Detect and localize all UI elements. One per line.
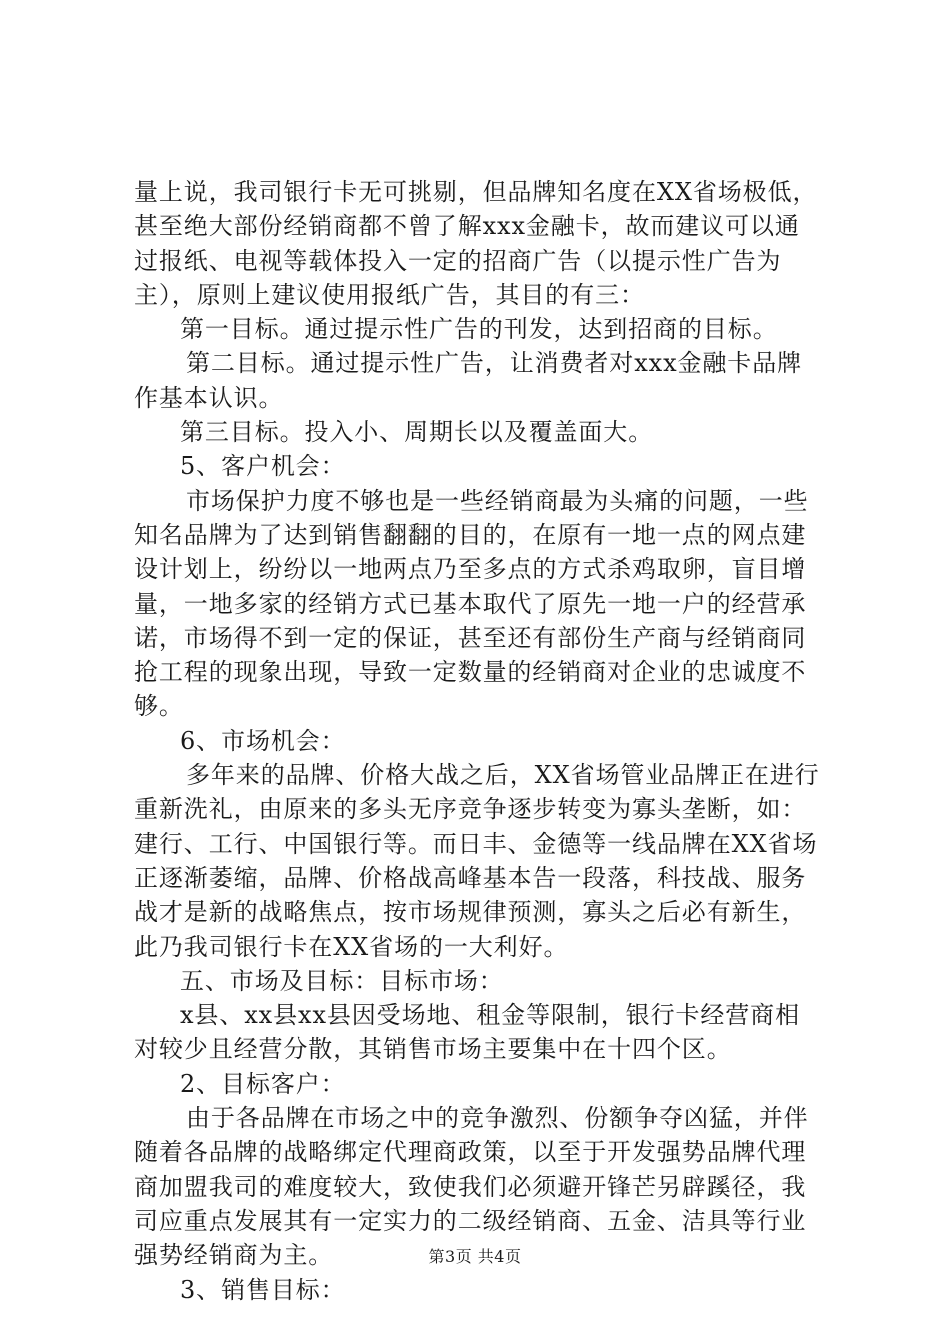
text-line: 诺，市场得不到一定的保证，甚至还有部份生产商与经销商同: [134, 623, 807, 652]
text-line: 第三目标。投入小、周期长以及覆盖面大。: [180, 418, 654, 447]
text-line: x县、xx县xx县因受场地、租金等限制，银行卡经营商相: [180, 1001, 800, 1030]
text-line: 主），原则上建议使用报纸广告，其目的有三：: [134, 280, 645, 309]
body-text: [134, 175, 834, 1307]
text-line: 重新洗礼，由原来的多头无序竞争逐步转变为寡头垄断，如：: [134, 795, 807, 824]
text-line: 量上说，我司银行卡无可挑剔，但品牌知名度在XX省场极低，: [134, 178, 818, 206]
text-line: 过报纸、电视等载体投入一定的招商广告（以提示性广告为: [134, 246, 782, 275]
text-line: 随着各品牌的战略绑定代理商政策，以至于开发强势品牌代理: [134, 1138, 807, 1167]
page-footer: 第3页 共4页: [428, 1247, 522, 1266]
section-heading: 3、销售目标：: [180, 1275, 346, 1304]
text-line: 知名品牌为了达到销售翻翻的目的，在原有一地一点的网点建: [134, 520, 807, 549]
text-line: 抢工程的现象出现，导致一定数量的经销商对企业的忠诚度不: [134, 658, 807, 687]
text-line: 战才是新的战略焦点，按市场规律预测，寡头之后必有新生，: [134, 898, 807, 927]
text-line: 够。: [134, 692, 184, 721]
section-heading: 五、市场及目标：目标市场：: [180, 966, 504, 995]
text-line: 建行、工行、中国银行等。而日丰、金德等一线品牌在XX省场: [134, 829, 818, 858]
text-line: 对较少且经营分散，其销售市场主要集中在十四个区。: [134, 1035, 732, 1064]
text-line: 第二目标。通过提示性广告，让消费者对xxx金融卡品牌: [186, 349, 803, 378]
text-line: 甚至绝大部份经销商都不曾了解xxx金融卡，故而建议可以通: [134, 212, 800, 241]
text-line: 商加盟我司的难度较大，致使我们必须避开锋芒另辟蹊径，我: [134, 1172, 807, 1201]
text-line: 市场保护力度不够也是一些经销商最为头痛的问题，一些: [186, 486, 809, 515]
text-line: 此乃我司银行卡在XX省场的一大利好。: [134, 932, 569, 961]
section-heading: 5、客户机会：: [180, 452, 346, 481]
text-line: 由于各品牌在市场之中的竞争激烈、份额争夺凶猛，并伴: [186, 1104, 809, 1133]
text-line: 量，一地多家的经销方式已基本取代了原先一地一户的经营承: [134, 589, 807, 618]
text-line: 第一目标。通过提示性广告的刊发，达到招商的目标。: [180, 315, 778, 344]
text-line: 作基本认识。: [134, 383, 284, 412]
text-line: 正逐渐萎缩，品牌、价格战高峰基本告一段落，科技战、服务: [134, 863, 807, 892]
text-line: 司应重点发展其有一定实力的二级经销商、五金、洁具等行业: [134, 1206, 807, 1235]
section-heading: 2、目标客户：: [180, 1069, 346, 1098]
text-line: 强势经销商为主。: [134, 1241, 334, 1270]
text-line: 多年来的品牌、价格大战之后，XX省场管业品牌正在进行: [186, 761, 820, 790]
section-heading: 6、市场机会：: [180, 726, 346, 755]
text-line: 设计划上，纷纷以一地两点乃至多点的方式杀鸡取卵，盲目增: [134, 555, 807, 584]
